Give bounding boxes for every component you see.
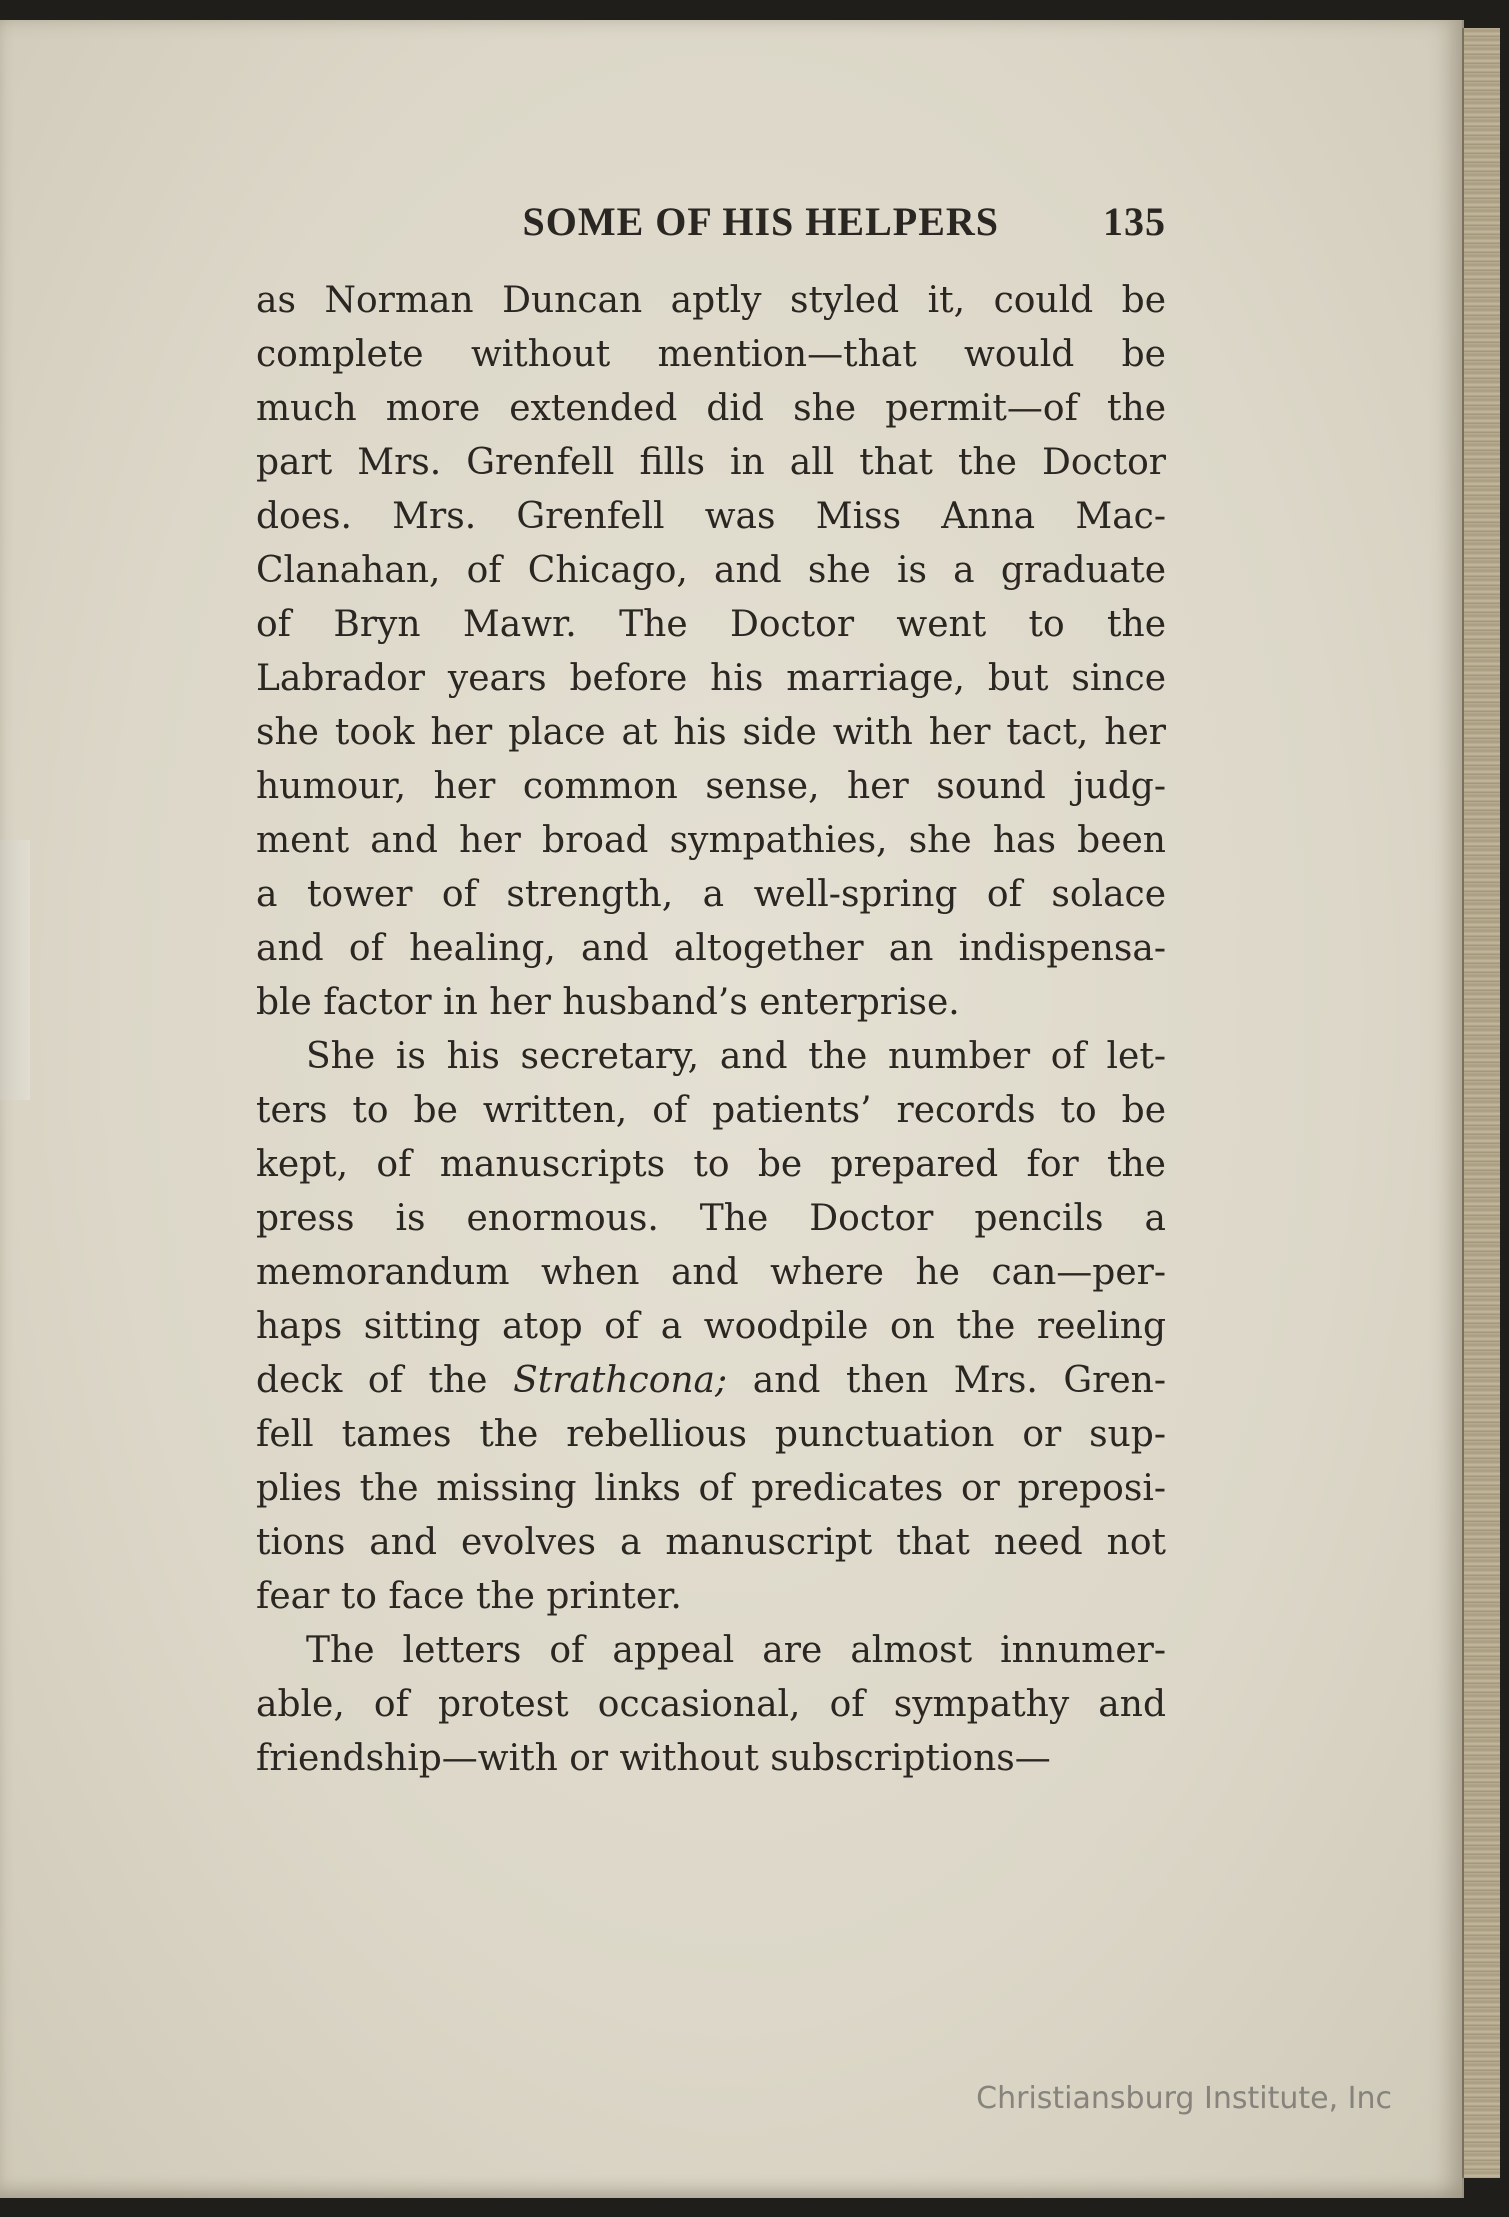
text-line: tions and evolves a manuscript that need not [256, 1522, 1166, 1563]
text-line: haps sitting atop of a woodpile on the reeling [256, 1306, 1166, 1347]
text-line: friendship—with or without subscriptions— [256, 1738, 1051, 1779]
text-line: she took her place at his side with her tact, her [256, 712, 1166, 753]
text-line: The letters of appeal are almost innumer- [306, 1630, 1166, 1671]
text-line: press is enormous. The Doctor pencils a [256, 1198, 1166, 1239]
text-line: ment and her broad sympathies, she has been [256, 820, 1166, 861]
text-line: ble factor in her husband’s enterprise. [256, 982, 960, 1023]
page-number: 135 [1103, 199, 1166, 244]
text-line: does. Mrs. Grenfell was Miss Anna Mac- [256, 496, 1166, 537]
page-text [256, 198, 1166, 1786]
text-line: much more extended did she permit—of the [256, 388, 1166, 429]
text-line: deck of the Strathcona; and then Mrs. Gren- [256, 1360, 1166, 1401]
book-page [0, 20, 1464, 2198]
text-line: a tower of strength, a well-spring of solace [256, 874, 1166, 915]
text-line: humour, her common sense, her sound judg- [256, 766, 1166, 807]
watermark-credit: Christiansburg Institute, Inc [976, 2081, 1392, 2116]
text-line: as Norman Duncan aptly styled it, could be [256, 280, 1166, 321]
running-head-title: SOME OF HIS HELPERS [522, 199, 999, 244]
running-head [256, 198, 1166, 254]
text-line: memorandum when and where he can—per- [256, 1252, 1166, 1293]
text-line: and of healing, and altogether an indispensa- [256, 928, 1166, 969]
text-line: kept, of manuscripts to be prepared for the [256, 1144, 1166, 1185]
text-line: complete without mention—that would be [256, 334, 1166, 375]
text-line: Labrador years before his marriage, but since [256, 658, 1166, 699]
paragraph [256, 274, 1166, 1030]
paragraph [256, 1030, 1166, 1624]
paragraph [256, 1624, 1166, 1786]
text-line: ters to be written, of patients’ records to be [256, 1090, 1166, 1131]
italic-ship-name: Strathcona; [513, 1360, 728, 1401]
text-line: She is his secretary, and the number of let- [306, 1036, 1166, 1077]
text-line: of Bryn Mawr. The Doctor went to the [256, 604, 1166, 645]
text-line: Clanahan, of Chicago, and she is a graduate [256, 550, 1166, 591]
text-line: fear to face the printer. [256, 1576, 682, 1617]
text-line: able, of protest occasional, of sympathy and [256, 1684, 1166, 1725]
text-line: fell tames the rebellious punctuation or sup- [256, 1414, 1166, 1455]
text-line: plies the missing links of predicates or preposi- [256, 1468, 1166, 1509]
body-text [256, 274, 1166, 1786]
page-edges [1462, 28, 1500, 2178]
binding-tape [0, 840, 30, 1100]
text-line: part Mrs. Grenfell fills in all that the Doctor [256, 442, 1166, 483]
